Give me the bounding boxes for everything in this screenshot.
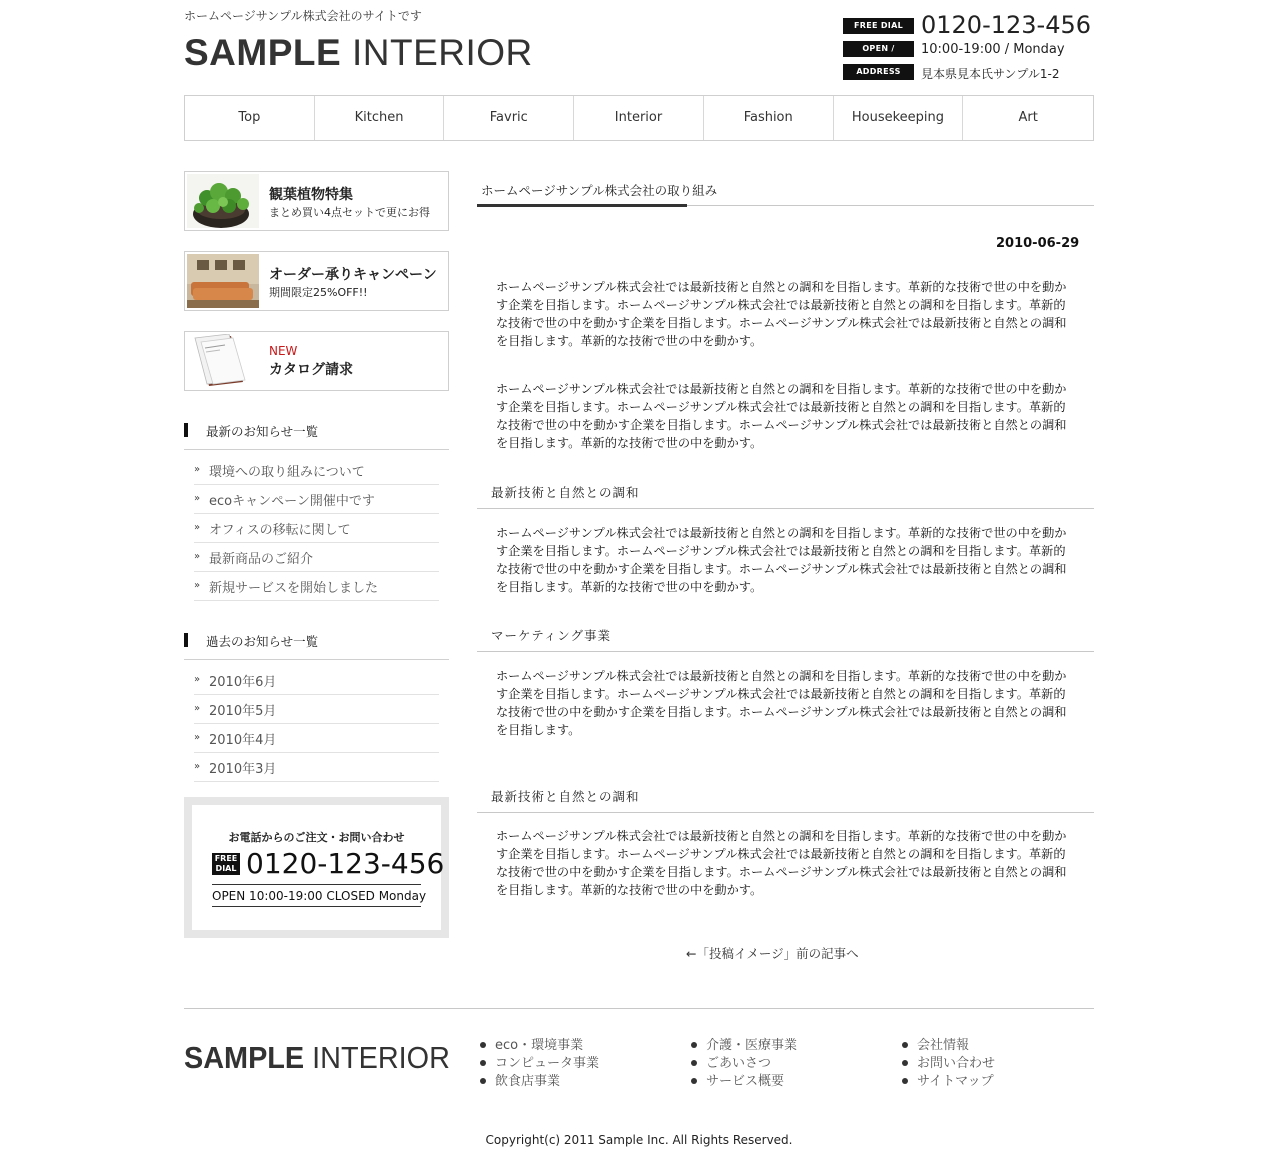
arrow-icon: » <box>194 703 201 714</box>
footer-link[interactable] <box>902 1037 995 1055</box>
free-dial-number: 0120-123-456 <box>921 11 1092 39</box>
news-item-label: ecoキャンペーン開催中です <box>209 494 375 509</box>
footer-link-label: eco・環境事業 <box>495 1038 584 1053</box>
global-nav <box>184 95 1094 141</box>
footer-logo[interactable] <box>184 1040 450 1076</box>
logo-bold-text: SAMPLE <box>184 32 342 73</box>
archive-item[interactable] <box>194 666 439 695</box>
section-heading <box>477 626 1094 652</box>
contact-hours: OPEN 10:00-19:00 CLOSED Monday <box>212 889 427 903</box>
news-item-label: 新規サービスを開始しました <box>209 581 379 596</box>
logo-light-text: INTERIOR <box>351 32 533 73</box>
nav-item-interior[interactable]: Interior <box>574 96 704 140</box>
banner-order-campaign[interactable] <box>184 251 449 311</box>
arrow-icon: » <box>194 551 201 562</box>
section-heading-text: マーケティング事業 <box>491 628 612 643</box>
news-item[interactable] <box>194 514 439 543</box>
footer-links-col-2 <box>691 1037 797 1091</box>
contact-heading: お電話からのご注文・お問い合わせ <box>228 831 405 844</box>
past-news-heading <box>184 630 449 660</box>
footer-link[interactable] <box>902 1055 995 1073</box>
footer-logo-light-text: INTERIOR <box>312 1040 450 1075</box>
news-item-label: 最新商品のご紹介 <box>209 552 314 567</box>
address-label: ADDRESS <box>843 64 914 80</box>
arrow-icon: » <box>194 580 201 591</box>
footer-link-label: サービス概要 <box>706 1074 785 1089</box>
nav-item-art[interactable]: Art <box>1018 110 1038 125</box>
archive-item-label: 2010年4月 <box>209 733 277 748</box>
sofa-thumbnail <box>187 254 259 308</box>
catalog-thumbnail <box>187 334 259 388</box>
footer-link[interactable] <box>691 1037 797 1055</box>
bullet-icon <box>902 1060 908 1066</box>
archive-item-label: 2010年3月 <box>209 762 277 777</box>
arrow-icon: » <box>194 522 201 533</box>
banner-order-subtitle: 期間限定25%OFF!! <box>269 286 368 299</box>
footer-link[interactable] <box>902 1073 995 1091</box>
site-logo[interactable] <box>184 32 533 74</box>
previous-post-link[interactable]: ←「投稿イメージ」前の記事へ <box>686 946 859 961</box>
arrow-icon: » <box>194 761 201 772</box>
footer-link-label: ごあいさつ <box>706 1056 772 1071</box>
footer-link[interactable] <box>691 1055 797 1073</box>
site-tagline: ホームページサンプル株式会社のサイトです <box>184 9 422 23</box>
footer-links-col-1 <box>480 1037 599 1091</box>
nav-item-fashion[interactable]: Fashion <box>704 96 834 140</box>
news-item[interactable] <box>194 543 439 572</box>
footer-link-label: コンピュータ事業 <box>495 1056 600 1071</box>
bullet-icon <box>480 1078 486 1084</box>
latest-news-heading-text: 最新のお知らせ一覧 <box>206 424 319 439</box>
footer-logo-bold-text: SAMPLE <box>184 1040 305 1075</box>
news-item-label: オフィスの移転に関して <box>209 523 351 538</box>
contact-box <box>184 797 449 938</box>
new-badge: NEW <box>269 344 298 358</box>
open-closed-label: OPEN / <box>843 41 914 57</box>
body-paragraph: ホームページサンプル株式会社では最新技術と自然との調和を目指します。革新的な技術で世の中を動かす企業を目指します。ホームページサンプル株式会社では最新技術と自然との調和を目指します。革新的な技術で世の中を動かす企業を目指します。ホームページサンプル株式会社では最新技術と自然との調和を目指します。革新的な技術で世の中を動かす。 <box>496 280 1067 348</box>
title-rule-accent <box>477 204 687 207</box>
free-dial-badge <box>212 853 240 875</box>
footer-link[interactable] <box>691 1073 797 1091</box>
archive-item-label: 2010年5月 <box>209 704 277 719</box>
body-paragraph: ホームページサンプル株式会社では最新技術と自然との調和を目指します。革新的な技術で世の中を動かす企業を目指します。ホームページサンプル株式会社では最新技術と自然との調和を目指します。革新的な技術で世の中を動かす企業を目指します。ホームページサンプル株式会社では最新技術と自然との調和を目指します。革新的な技術で世の中を動かす。 <box>496 829 1067 897</box>
footer-link[interactable] <box>480 1055 599 1073</box>
banner-catalog[interactable] <box>184 331 449 391</box>
bullet-icon <box>691 1042 697 1048</box>
past-news-heading-text: 過去のお知らせ一覧 <box>206 634 319 649</box>
arrow-icon: » <box>194 732 201 743</box>
news-item-label: 環境への取り組みについて <box>209 465 365 480</box>
banner-plants[interactable] <box>184 171 449 231</box>
body-paragraph: ホームページサンプル株式会社では最新技術と自然との調和を目指します。革新的な技術で世の中を動かす企業を目指します。ホームページサンプル株式会社では最新技術と自然との調和を目指します。革新的な技術で世の中を動かす企業を目指します。ホームページサンプル株式会社では最新技術と自然との調和を目指します。革新的な技術で世の中を動かす。 <box>496 382 1067 450</box>
bullet-icon <box>480 1042 486 1048</box>
free-dial-label: FREE DIAL <box>843 18 914 34</box>
latest-news-heading <box>184 420 449 450</box>
news-item[interactable] <box>194 456 439 485</box>
badge-line-1: FREE <box>214 854 238 863</box>
bullet-icon <box>902 1042 908 1048</box>
archive-item[interactable] <box>194 695 439 724</box>
section-heading <box>477 483 1094 509</box>
news-item[interactable] <box>194 485 439 514</box>
nav-item-kitchen[interactable]: Kitchen <box>315 96 445 140</box>
footer-link-label: 飲食店事業 <box>495 1074 561 1089</box>
banner-plants-subtitle: まとめ買い4点セットで更にお得 <box>269 206 430 219</box>
open-closed-value: 10:00-19:00 / Monday <box>921 42 1065 57</box>
section-heading <box>477 787 1094 813</box>
heading-bar-icon <box>184 423 188 437</box>
plant-thumbnail <box>187 174 259 228</box>
banner-plants-title: 観葉植物特集 <box>269 187 353 203</box>
page-title: ホームページサンプル株式会社の取り組み <box>481 183 718 198</box>
section-heading-text: 最新技術と自然との調和 <box>491 485 640 500</box>
address-value: 見本県見本氏サンプル1-2 <box>921 67 1060 81</box>
footer-links-col-3 <box>902 1037 995 1091</box>
bullet-icon <box>691 1060 697 1066</box>
body-paragraph: ホームページサンプル株式会社では最新技術と自然との調和を目指します。革新的な技術で世の中を動かす企業を目指します。ホームページサンプル株式会社では最新技術と自然との調和を目指します。革新的な技術で世の中を動かす企業を目指します。ホームページサンプル株式会社では最新技術と自然との調和を目指します。革新的な技術で世の中を動かす。 <box>496 526 1067 594</box>
footer-link[interactable] <box>480 1073 599 1091</box>
body-paragraph: ホームページサンプル株式会社では最新技術と自然との調和を目指します。革新的な技術で世の中を動かす企業を目指します。ホームページサンプル株式会社では最新技術と自然との調和を目指します。革新的な技術で世の中を動かす企業を目指します。ホームページサンプル株式会社では最新技術と自然との調和を目指します。 <box>496 669 1067 737</box>
arrow-icon: » <box>194 464 201 475</box>
bullet-icon <box>480 1060 486 1066</box>
nav-item-top[interactable]: Top <box>185 96 315 140</box>
footer-link-label: お問い合わせ <box>917 1056 996 1071</box>
arrow-icon: » <box>194 674 201 685</box>
footer-link-label: サイトマップ <box>917 1074 994 1089</box>
badge-line-2: DIAL <box>215 864 237 873</box>
arrow-icon: » <box>194 493 201 504</box>
heading-bar-icon <box>184 633 188 647</box>
archive-item[interactable] <box>194 724 439 753</box>
contact-divider <box>212 906 421 907</box>
bullet-icon <box>691 1078 697 1084</box>
copyright: Copyright(c) 2011 Sample Inc. All Rights Reserved. <box>485 1133 793 1147</box>
banner-catalog-title: カタログ請求 <box>269 362 353 378</box>
nav-item-favric[interactable]: Favric <box>444 96 574 140</box>
news-item[interactable] <box>194 572 439 601</box>
archive-item-label: 2010年6月 <box>209 675 277 690</box>
footer-divider <box>184 1008 1094 1009</box>
contact-divider <box>212 884 421 885</box>
nav-item-housekeeping[interactable]: Housekeeping <box>834 96 964 140</box>
footer-link-label: 介護・医療事業 <box>706 1038 798 1053</box>
archive-item[interactable] <box>194 753 439 782</box>
section-heading-text: 最新技術と自然との調和 <box>491 789 640 804</box>
banner-order-title: オーダー承りキャンペーン <box>269 267 437 283</box>
contact-phone-number: 0120-123-456 <box>246 847 445 880</box>
footer-link-label: 会社情報 <box>917 1038 970 1053</box>
footer-link[interactable] <box>480 1037 599 1055</box>
post-date: 2010-06-29 <box>996 236 1080 251</box>
bullet-icon <box>902 1078 908 1084</box>
